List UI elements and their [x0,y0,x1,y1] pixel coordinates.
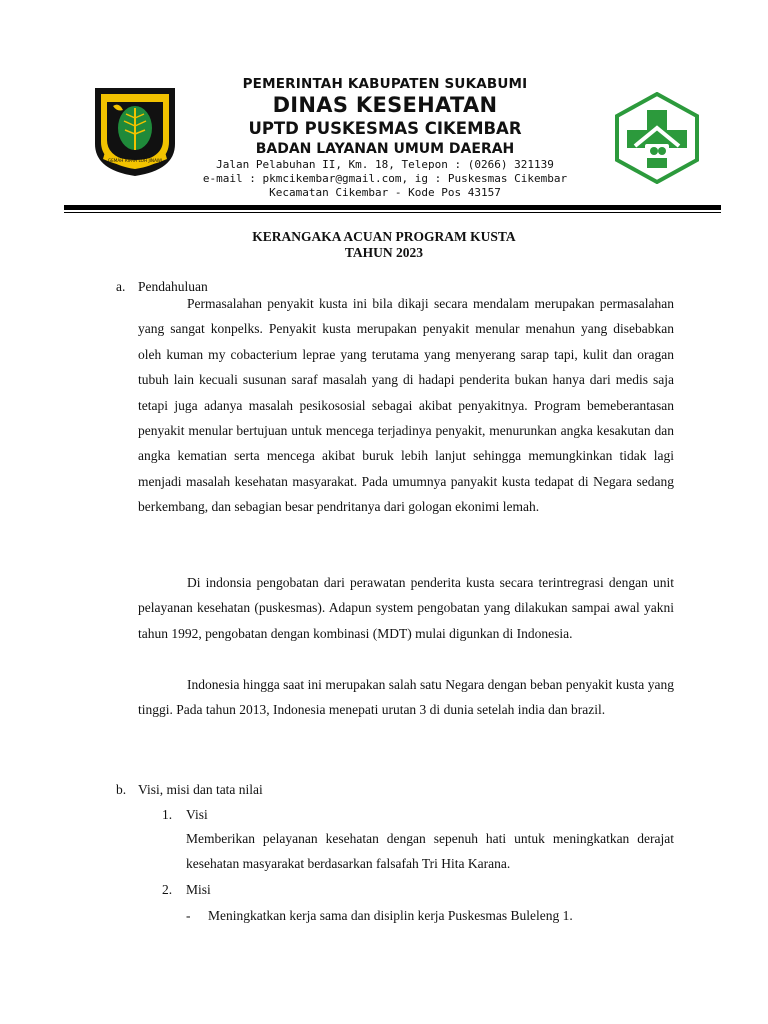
letterhead-divider-thin [64,212,721,213]
district-line: Kecamatan Cikembar - Kode Pos 43157 [269,186,501,199]
section-a-paragraph-3: Indonesia hingga saat ini merupakan salah satu Negara dengan beban penyakit kusta yang tinggi. Pada tahun 2013, Indonesia menepati urutan 3 di dunia setelah india dan brazil. [138,677,674,718]
section-a-letter: a. [116,279,126,294]
document-title [64,229,704,261]
title-line-1: KERANGAKA ACUAN PROGRAM KUSTA [252,229,516,244]
address-line: Jalan Pelabuhan II, Km. 18, Telepon : (0266) 321139 [216,158,554,171]
unit-name: UPTD PUSKESMAS CIKEMBAR [248,119,522,138]
emblem-motto: GEMAH RIPAH LOH JINAWI [107,158,163,163]
section-a-heading: Pendahuluan [138,279,208,294]
visi-heading: Visi [186,807,208,822]
visi-text: Memberikan pelayanan kesehatan dengan sepenuh hati untuk meningkatkan derajat kesehatan masyarakat berdasarkan falsafah Tri Hita Karana. [186,831,674,872]
agency-name: DINAS KESEHATAN [272,93,498,117]
sukabumi-regency-emblem-icon [93,86,177,178]
list-number-1: 1. [162,807,173,822]
bullet-dash: - [186,908,191,923]
misi-item-1: Meningkatkan kerja sama dan disiplin kerja Puskesmas Buleleng 1. [208,908,573,923]
list-number-2: 2. [162,882,173,897]
title-line-2: TAHUN 2023 [344,245,424,260]
misi-heading: Misi [186,882,211,897]
puskesmas-logo-icon [611,92,703,184]
government-name: PEMERINTAH KABUPATEN SUKABUMI [242,76,528,92]
letterhead-divider-thick [64,205,721,210]
contact-line: e-mail : pkmcikembar@gmail.com, ig : Puskesmas Cikembar [202,172,568,185]
section-a-paragraph-2: Di indonsia pengobatan dari perawatan penderita kusta secara terintregrasi dengan unit pelayanan kesehatan (puskesmas). Adapun system pengobatan yang dilakukan sampai awal yakni tahun 1992, pengobatan dengan kombinasi (MDT) mulai digunkan di Indonesia. [138,575,674,641]
section-a-paragraph-1: Permasalahan penyakit kusta ini bila dikaji secara mendalam merupakan permasalahan yang sangat konpelks. Penyakit kusta merupakan penyakit menular menahun yang disebabkan oleh kuman my cobacterium leprae yang terutama yang menyerang sarap tapi, kulit dan oragan tubuh lain kecuali susunan saraf masalah yang di hadapi penderita bukan hanya dari medis saja tetapi juga adanya masalah pesikososial sebagai akibat penyakitnya. Program bemeberantasan penyakit menular bertujuan untuk mencega terjadinya penyakit, menurunkan angka kesakutan dan angka kematian serta mencega akibat buruk lebih lanjut sehingga memungkinkan tidak lagi menjadi masalah kesehatan masyarakat. Pada umumnya panyakit kusta tedapat di Negara sedang berkembang, dan sebagian besar pendritanya dari gologan ekonimi lemah. [138,296,674,515]
section-b-letter: b. [116,782,127,797]
section-b-heading: Visi, misi dan tata nilai [138,782,263,797]
letterhead [180,76,590,200]
unit-status: BADAN LAYANAN UMUM DAERAH [255,141,515,157]
